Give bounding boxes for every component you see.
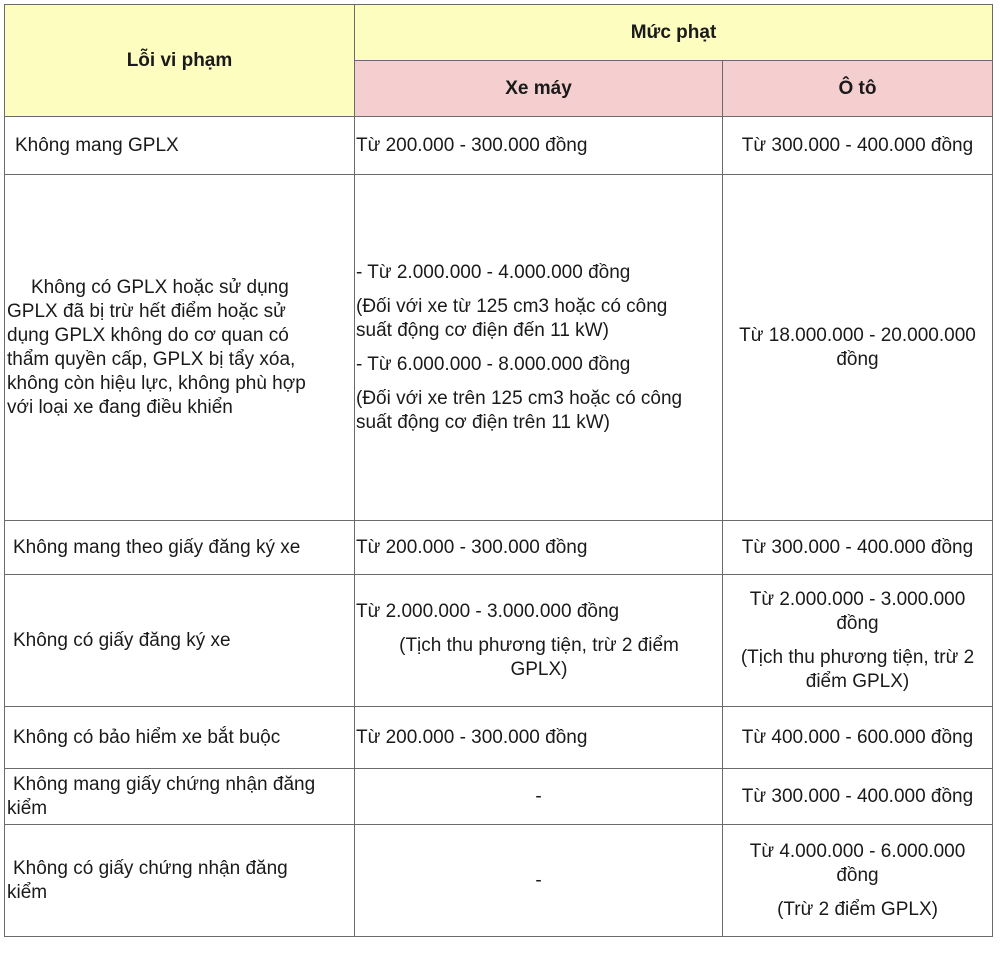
violation-line: với loại xe đang điều khiển xyxy=(7,396,233,418)
fine-note: điểm GPLX) xyxy=(805,670,910,692)
table-row xyxy=(5,521,993,575)
violation-line: không còn hiệu lực, không phù hợp xyxy=(7,372,306,394)
fine-note: (Đối với xe trên 125 cm3 hoặc có công xyxy=(356,387,683,409)
table-row xyxy=(5,825,993,937)
motorbike-fine-cell: Từ 200.000 - 300.000 đồng xyxy=(355,521,723,575)
car-fine-cell: Từ 300.000 - 400.000 đồng xyxy=(723,521,993,575)
header-violation: Lỗi vi phạm xyxy=(5,5,355,117)
fine-note: suất động cơ điện đến 11 kW) xyxy=(356,319,609,341)
fine-amount: - Từ 6.000.000 - 8.000.000 đồng xyxy=(356,353,631,375)
motorbike-fine-cell xyxy=(355,575,723,707)
violation-cell xyxy=(5,117,355,175)
car-fine-cell xyxy=(723,575,993,707)
fine-amount: Từ 4.000.000 - 6.000.000 xyxy=(749,840,966,862)
fine-note: (Đối với xe từ 125 cm3 hoặc có công xyxy=(356,295,668,317)
fine-note: (Tịch thu phương tiện, trừ 2 điểm xyxy=(399,634,679,656)
violation-line: thẩm quyền cấp, GPLX bị tẩy xóa, xyxy=(7,348,296,370)
header-penalty: Mức phạt xyxy=(355,5,993,61)
table-row xyxy=(5,769,993,825)
violation-line: kiểm xyxy=(7,797,48,819)
fine-amount: Từ 2.000.000 - 3.000.000 xyxy=(749,588,966,610)
violation-cell xyxy=(5,575,355,707)
table-row xyxy=(5,575,993,707)
violation-cell xyxy=(5,825,355,937)
fine-amount: đồng xyxy=(836,864,879,886)
motorbike-fine-cell: - xyxy=(355,769,723,825)
fine-amount: đồng xyxy=(836,348,879,370)
fine-note: GPLX) xyxy=(510,658,568,680)
table-row xyxy=(5,117,993,175)
violation-cell xyxy=(5,707,355,769)
car-fine-cell xyxy=(723,825,993,937)
table-row xyxy=(5,707,993,769)
violation-cell xyxy=(5,175,355,521)
violation-cell xyxy=(5,769,355,825)
motorbike-fine-cell xyxy=(355,175,723,521)
violation-cell xyxy=(5,521,355,575)
violation-text: Không mang GPLX xyxy=(15,134,179,156)
violation-line: Không có giấy chứng nhận đăng xyxy=(13,857,288,879)
motorbike-fine-cell: Từ 200.000 - 300.000 đồng xyxy=(355,117,723,175)
motorbike-fine-cell: Từ 200.000 - 300.000 đồng xyxy=(355,707,723,769)
car-fine-cell: Từ 400.000 - 600.000 đồng xyxy=(723,707,993,769)
fine-note: suất động cơ điện trên 11 kW) xyxy=(356,411,610,433)
car-fine-cell: Từ 300.000 - 400.000 đồng xyxy=(723,769,993,825)
car-fine-cell xyxy=(723,175,993,521)
violation-text: Không có giấy đăng ký xe xyxy=(13,629,231,651)
violation-line: GPLX đã bị trừ hết điểm hoặc sử xyxy=(7,300,286,322)
fine-amount: Từ 2.000.000 - 3.000.000 đồng xyxy=(356,600,620,622)
fine-amount: - Từ 2.000.000 - 4.000.000 đồng xyxy=(356,261,631,283)
violation-line: kiểm xyxy=(7,881,48,903)
fine-note: (Trừ 2 điểm GPLX) xyxy=(777,898,938,920)
fines-table xyxy=(4,4,993,937)
violation-text: Không mang theo giấy đăng ký xe xyxy=(13,536,301,558)
violation-line: Không có GPLX hoặc sử dụng xyxy=(31,276,289,298)
table-row xyxy=(5,175,993,521)
violation-text: Không có bảo hiểm xe bắt buộc xyxy=(13,726,281,748)
header-car: Ô tô xyxy=(723,61,993,117)
fine-amount: đồng xyxy=(836,612,879,634)
fine-amount: Từ 18.000.000 - 20.000.000 xyxy=(739,324,976,346)
motorbike-fine-cell: - xyxy=(355,825,723,937)
violation-line: dụng GPLX không do cơ quan có xyxy=(7,324,289,346)
fine-note: (Tịch thu phương tiện, trừ 2 xyxy=(740,646,975,668)
violation-line: Không mang giấy chứng nhận đăng xyxy=(13,773,316,795)
car-fine-cell: Từ 300.000 - 400.000 đồng xyxy=(723,117,993,175)
header-motorbike: Xe máy xyxy=(355,61,723,117)
